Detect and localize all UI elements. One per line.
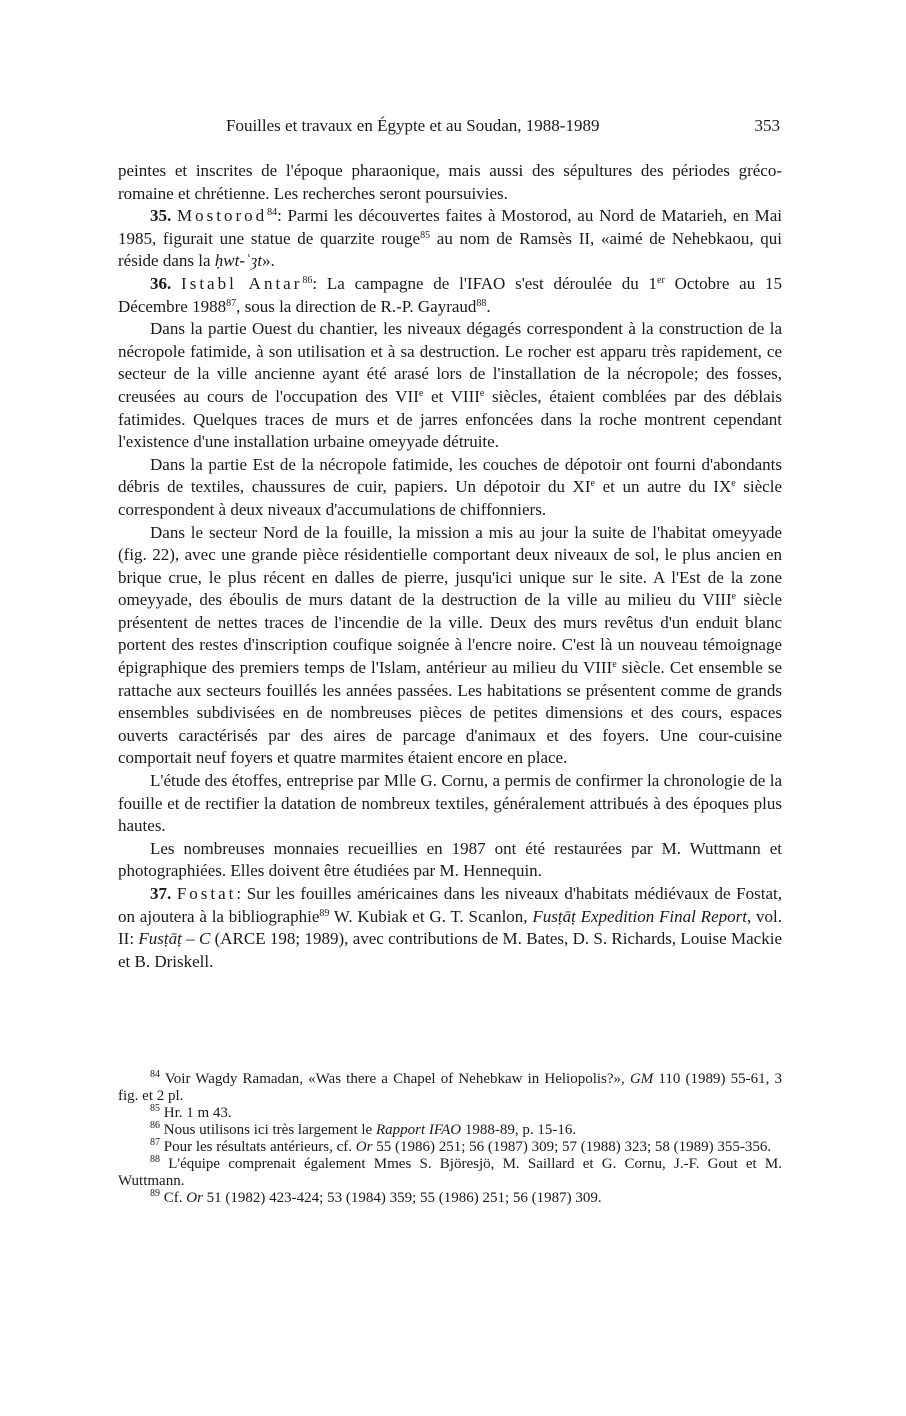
footnote-ref: 89 xyxy=(319,907,330,919)
footnote-84: $^{84}$ Voir Wagdy Ramadan, «Was there a Chapel of Nehebkaw in Heliopolis?», GM 110 (1989) 55-61, 3 fig. et 2 pl. xyxy=(118,1069,782,1104)
footnote-85: $^{85}$ Hr. 1 m 43. xyxy=(150,1103,232,1121)
paragraph-nord: Dans le secteur Nord de la fouille, la mission a mis au jour la suite de l'habitat omeyyade (fig. 22), avec une grande pièce résidentielle comportant deux niveaux de sol, le plus ancien en brique crue, le plus récent en dalles de pierre, jusqu'ici unique sur le site. A l'Est de la zone omeyyade, des éboulis de murs datant de la destruction de la ville au milieu du VIIIe siècle présentent de nettes traces de l'incendie de la ville. Deux des murs revêtus d'un enduit blanc portent des restes d'inscription coufique soignée à l'encre noire. C'est là un nouveau témoignage épigraphique des premiers temps de l'Islam, antérieur au milieu du VIIIe siècle. Cet ensemble se rattache aux secteurs fouillés les années passées. Les habitations se présentent comme de grands ensembles subdivisées en de nombreuses pièces de petites dimensions et des cours, espaces ouverts caractérisés par des aires de parcage d'animaux et des foyers. Une cour-cuisine comportait neuf foyers et quatre marmites étaient encore en place. xyxy=(118,522,782,768)
paragraph-36-istabl-antar: 36. Istabl Antar$^{86}$: La campagne de l'IFAO s'est déroulée du 1er Octobre au 15 Décembre 1988$^{87}$, sous la direction de R.-P. Gayraud$^{88}$. xyxy=(118,273,782,316)
footnote-ref: 85 xyxy=(420,229,431,241)
site-name: Mostorod xyxy=(176,206,268,226)
site-name: Istabl Antar xyxy=(181,273,303,293)
footnote-87: $^{87}$ Pour les résultats antérieurs, cf. Or 55 (1986) 251; 56 (1987) 309; 57 (1988) 323; 58 (1989) 355-356. xyxy=(150,1137,772,1155)
paragraph-est: Dans la partie Est de la nécropole fatimide, les couches de dépotoir ont fourni d'abondants débris de textiles, chaussures de cuir, papiers. Un dépotoir du XIe et un autre du IXe siècle correspondent à deux niveaux d'accumulations de chiffonniers. xyxy=(118,454,782,519)
footnote-89: $^{89}$ Cf. Or 51 (1982) 423-424; 53 (1984) 359; 55 (1986) 251; 56 (1987) 309. xyxy=(150,1188,602,1206)
body-text xyxy=(118,160,782,973)
transliteration: ḥwt-ʿȝt xyxy=(214,251,263,271)
site-name: Fostat xyxy=(176,884,237,903)
paragraph-monnaies: Les nombreuses monnaies recueillies en 1987 ont été restaurées par M. Wuttmann et photographiées. Elles doivent être étudiées par M. Hennequin. xyxy=(118,838,782,881)
footnote-ref: 87 xyxy=(226,297,237,309)
section-number: 37. xyxy=(150,884,172,903)
paragraph-continued: peintes et inscrites de l'époque pharaonique, mais aussi des sépultures des périodes gréco-romaine et chrétienne. Les recherches seront poursuivies. xyxy=(118,161,782,203)
running-header xyxy=(118,116,782,140)
footnote-86: $^{86}$ Nous utilisons ici très largement le Rapport IFAO 1988-89, p. 15-16. xyxy=(150,1120,577,1138)
paragraph-ouest: Dans la partie Ouest du chantier, les niveaux dégagés correspondent à la construction de la nécropole fatimide, à son utilisation et à sa destruction. Le rocher est apparu très rapidement, ce secteur de la ville ancienne ayant été arasé lors de l'installation de la nécropole; des fosses, creusées au cours de l'occupation des VIIe et VIIIe siècles, étaient comblées par des déblais fatimides. Quelques traces de murs et de jarres enfoncées dans la roche montrent cependant l'existence d'une installation urbaine omeyyade détruite. xyxy=(118,319,782,452)
footnote-88: $^{88}$ L'équipe comprenait également Mmes S. Björesjö, M. Saillard et G. Cornu, J.-F. Gout et M. Wuttmann. xyxy=(118,1154,783,1189)
section-number: 36. xyxy=(150,273,172,293)
footnote-ref: 86 xyxy=(302,274,313,286)
page-number: 353 xyxy=(754,116,780,135)
paragraph-35-mostorod: 35. Mostorod$^{84}$: Parmi les découvertes faites à Mostorod, au Nord de Matarieh, en Mai 1985, figurait une statue de quarzite rouge$^{85}$ au nom de Ramsès II, «aimé de Nehebkaou, qui réside dans la ḥwt-ʿȝt». xyxy=(118,206,782,271)
footnotes xyxy=(118,1071,782,1207)
section-number: 35. xyxy=(150,206,172,226)
paragraph-37-fostat: 37. Fostat: Sur les fouilles américaines dans les niveaux d'habitats médiévaux de Fostat, on ajoutera à la bibliographie$^{89}$ W. Kubiak et G. T. Scanlon, Fusṭāṭ Expedition Final Report, vol. II: Fusṭāṭ – C (ARCE 198; 1989), avec contributions de M. Bates, D. S. Richards, Louise Mackie et B. Driskell. xyxy=(118,884,782,971)
paragraph-etoffes: L'étude des étoffes, entreprise par Mlle G. Cornu, a permis de confirmer la chronologie de la fouille et de rectifier la datation de nombreux textiles, généralement attribués à des époques plus hautes. xyxy=(118,771,782,836)
running-title: Fouilles et travaux en Égypte et au Soudan, 1988-1989 xyxy=(226,116,600,135)
footnote-ref: 84 xyxy=(267,207,278,219)
book-title: Fusṭāṭ Expedition Final Report xyxy=(532,906,747,926)
volume-title: Fusṭāṭ – C xyxy=(138,929,211,949)
footnote-ref: 88 xyxy=(476,297,487,309)
